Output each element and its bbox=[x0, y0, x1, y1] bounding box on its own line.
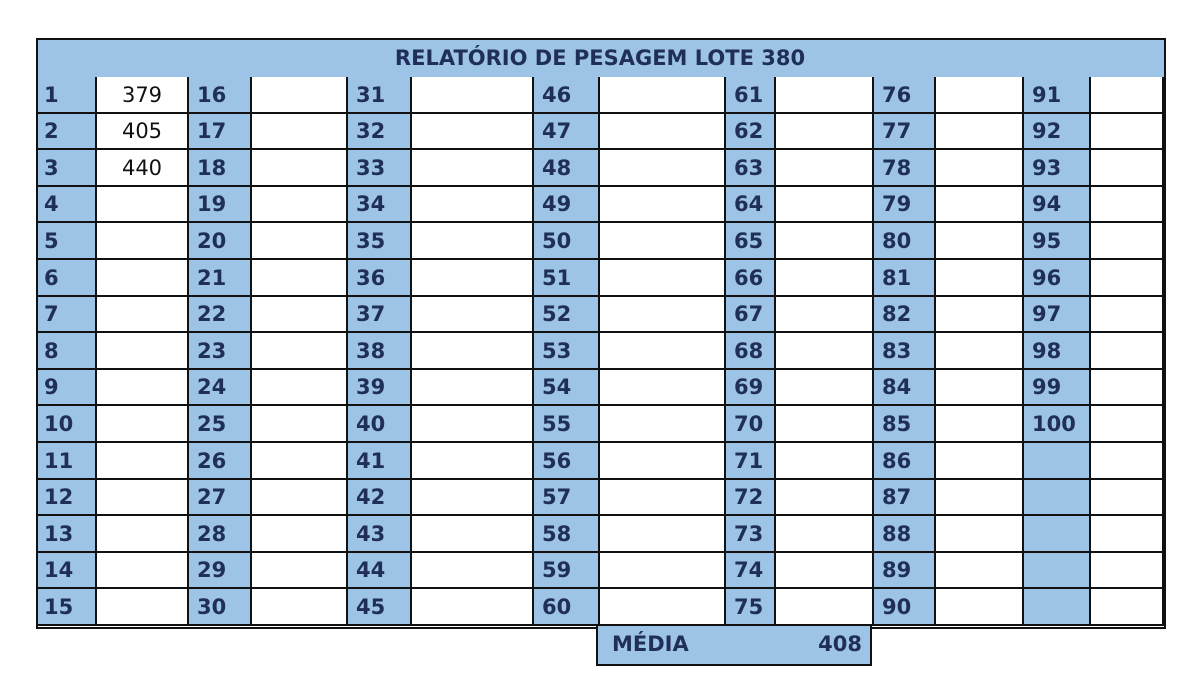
weight-value bbox=[252, 77, 348, 114]
empty-cell bbox=[1024, 553, 1091, 589]
weight-value bbox=[252, 516, 348, 553]
weight-value bbox=[600, 516, 726, 553]
item-number: 99 bbox=[1024, 370, 1091, 406]
item-number: 89 bbox=[874, 553, 936, 589]
item-number: 29 bbox=[189, 553, 252, 589]
item-number: 78 bbox=[874, 150, 936, 187]
weight-value bbox=[600, 187, 726, 223]
weight-value bbox=[252, 223, 348, 260]
weight-value bbox=[776, 150, 874, 187]
item-number: 88 bbox=[874, 516, 936, 553]
item-number: 53 bbox=[534, 333, 600, 370]
item-number: 38 bbox=[348, 333, 412, 370]
weight-value bbox=[776, 370, 874, 406]
weight-value bbox=[97, 516, 189, 553]
average-row bbox=[596, 626, 872, 666]
item-number: 12 bbox=[36, 480, 97, 516]
weight-value bbox=[412, 297, 534, 333]
weight-value bbox=[600, 443, 726, 480]
item-number: 46 bbox=[534, 77, 600, 114]
weight-value bbox=[600, 114, 726, 150]
weight-value bbox=[97, 260, 189, 297]
empty-cell bbox=[1091, 443, 1164, 480]
weight-value bbox=[776, 516, 874, 553]
empty-cell bbox=[1091, 589, 1164, 626]
weight-value bbox=[776, 406, 874, 443]
item-number: 25 bbox=[189, 406, 252, 443]
item-number: 37 bbox=[348, 297, 412, 333]
weight-value bbox=[776, 553, 874, 589]
weight-value bbox=[1091, 406, 1164, 443]
item-number: 15 bbox=[36, 589, 97, 626]
item-number: 56 bbox=[534, 443, 600, 480]
weight-value bbox=[412, 516, 534, 553]
weight-value bbox=[1091, 150, 1164, 187]
item-number: 69 bbox=[726, 370, 776, 406]
weight-value bbox=[97, 406, 189, 443]
weight-value bbox=[412, 480, 534, 516]
item-number: 90 bbox=[874, 589, 936, 626]
item-number: 81 bbox=[874, 260, 936, 297]
weight-value: 440 bbox=[97, 150, 189, 187]
item-number: 20 bbox=[189, 223, 252, 260]
weight-value bbox=[600, 77, 726, 114]
item-number: 92 bbox=[1024, 114, 1091, 150]
weight-value bbox=[1091, 114, 1164, 150]
weight-value bbox=[936, 480, 1024, 516]
item-number: 85 bbox=[874, 406, 936, 443]
weight-value bbox=[776, 77, 874, 114]
item-number: 39 bbox=[348, 370, 412, 406]
item-number: 4 bbox=[36, 187, 97, 223]
weight-value bbox=[97, 370, 189, 406]
empty-cell bbox=[1091, 553, 1164, 589]
weight-value bbox=[97, 223, 189, 260]
item-number: 100 bbox=[1024, 406, 1091, 443]
weight-value bbox=[252, 370, 348, 406]
weight-value: 379 bbox=[97, 77, 189, 114]
weight-value bbox=[600, 589, 726, 626]
weight-value bbox=[776, 333, 874, 370]
item-number: 68 bbox=[726, 333, 776, 370]
weight-value bbox=[412, 114, 534, 150]
item-number: 19 bbox=[189, 187, 252, 223]
weight-value bbox=[412, 150, 534, 187]
item-number: 16 bbox=[189, 77, 252, 114]
weight-value bbox=[412, 77, 534, 114]
weight-value bbox=[252, 406, 348, 443]
item-number: 83 bbox=[874, 333, 936, 370]
item-number: 1 bbox=[36, 77, 97, 114]
item-number: 76 bbox=[874, 77, 936, 114]
weight-value bbox=[1091, 223, 1164, 260]
weight-value bbox=[97, 480, 189, 516]
empty-cell bbox=[1024, 480, 1091, 516]
weight-value bbox=[252, 150, 348, 187]
item-number: 86 bbox=[874, 443, 936, 480]
item-number: 35 bbox=[348, 223, 412, 260]
empty-cell bbox=[1024, 516, 1091, 553]
weight-value bbox=[936, 406, 1024, 443]
weight-value bbox=[412, 187, 534, 223]
item-number: 57 bbox=[534, 480, 600, 516]
weight-value bbox=[936, 77, 1024, 114]
item-number: 30 bbox=[189, 589, 252, 626]
weight-value bbox=[776, 114, 874, 150]
weighing-report-table bbox=[36, 38, 1164, 627]
item-number: 71 bbox=[726, 443, 776, 480]
weight-value bbox=[412, 333, 534, 370]
item-number: 2 bbox=[36, 114, 97, 150]
item-number: 49 bbox=[534, 187, 600, 223]
item-number: 47 bbox=[534, 114, 600, 150]
item-number: 22 bbox=[189, 297, 252, 333]
item-number: 58 bbox=[534, 516, 600, 553]
item-number: 64 bbox=[726, 187, 776, 223]
weight-value bbox=[776, 443, 874, 480]
empty-cell bbox=[1024, 589, 1091, 626]
empty-cell bbox=[1024, 443, 1091, 480]
item-number: 59 bbox=[534, 553, 600, 589]
item-number: 95 bbox=[1024, 223, 1091, 260]
item-number: 36 bbox=[348, 260, 412, 297]
weight-value bbox=[252, 114, 348, 150]
item-number: 87 bbox=[874, 480, 936, 516]
item-number: 21 bbox=[189, 260, 252, 297]
weight-value bbox=[97, 553, 189, 589]
item-number: 18 bbox=[189, 150, 252, 187]
item-number: 84 bbox=[874, 370, 936, 406]
item-number: 26 bbox=[189, 443, 252, 480]
weight-value bbox=[936, 223, 1024, 260]
weight-value bbox=[600, 150, 726, 187]
empty-cell bbox=[1091, 516, 1164, 553]
weight-value bbox=[936, 516, 1024, 553]
weight-value bbox=[252, 553, 348, 589]
weight-value bbox=[412, 260, 534, 297]
weight-value bbox=[252, 187, 348, 223]
item-number: 74 bbox=[726, 553, 776, 589]
item-number: 96 bbox=[1024, 260, 1091, 297]
weight-value bbox=[412, 589, 534, 626]
weight-value bbox=[1091, 370, 1164, 406]
weight-value bbox=[936, 150, 1024, 187]
weight-value bbox=[97, 589, 189, 626]
item-number: 61 bbox=[726, 77, 776, 114]
item-number: 73 bbox=[726, 516, 776, 553]
weight-value bbox=[936, 553, 1024, 589]
item-number: 40 bbox=[348, 406, 412, 443]
weight-value bbox=[412, 443, 534, 480]
item-number: 13 bbox=[36, 516, 97, 553]
weight-value: 405 bbox=[97, 114, 189, 150]
weight-value bbox=[252, 333, 348, 370]
weight-value bbox=[776, 297, 874, 333]
weight-value bbox=[776, 589, 874, 626]
weight-value bbox=[600, 553, 726, 589]
weight-value bbox=[252, 260, 348, 297]
item-number: 23 bbox=[189, 333, 252, 370]
item-number: 24 bbox=[189, 370, 252, 406]
average-label: MÉDIA bbox=[612, 632, 689, 656]
weight-value bbox=[936, 370, 1024, 406]
weight-value bbox=[252, 297, 348, 333]
item-number: 9 bbox=[36, 370, 97, 406]
item-number: 5 bbox=[36, 223, 97, 260]
weight-value bbox=[97, 443, 189, 480]
item-number: 3 bbox=[36, 150, 97, 187]
weight-value bbox=[412, 406, 534, 443]
item-number: 97 bbox=[1024, 297, 1091, 333]
item-number: 63 bbox=[726, 150, 776, 187]
item-number: 51 bbox=[534, 260, 600, 297]
item-number: 75 bbox=[726, 589, 776, 626]
weight-value bbox=[600, 370, 726, 406]
item-number: 94 bbox=[1024, 187, 1091, 223]
weight-value bbox=[412, 553, 534, 589]
weight-value bbox=[936, 187, 1024, 223]
item-number: 32 bbox=[348, 114, 412, 150]
item-number: 33 bbox=[348, 150, 412, 187]
weight-value bbox=[600, 480, 726, 516]
item-number: 77 bbox=[874, 114, 936, 150]
item-number: 7 bbox=[36, 297, 97, 333]
weight-value bbox=[600, 223, 726, 260]
weight-value bbox=[936, 443, 1024, 480]
item-number: 72 bbox=[726, 480, 776, 516]
item-number: 91 bbox=[1024, 77, 1091, 114]
weight-value bbox=[936, 589, 1024, 626]
weight-value bbox=[1091, 187, 1164, 223]
item-number: 66 bbox=[726, 260, 776, 297]
item-number: 52 bbox=[534, 297, 600, 333]
item-number: 62 bbox=[726, 114, 776, 150]
item-number: 28 bbox=[189, 516, 252, 553]
item-number: 48 bbox=[534, 150, 600, 187]
weight-value bbox=[1091, 333, 1164, 370]
weight-value bbox=[412, 370, 534, 406]
weight-value bbox=[936, 114, 1024, 150]
weight-value bbox=[1091, 297, 1164, 333]
weight-value bbox=[776, 480, 874, 516]
item-number: 54 bbox=[534, 370, 600, 406]
weight-value bbox=[776, 187, 874, 223]
item-number: 50 bbox=[534, 223, 600, 260]
item-number: 34 bbox=[348, 187, 412, 223]
weight-value bbox=[97, 187, 189, 223]
weight-value bbox=[600, 260, 726, 297]
weight-value bbox=[936, 333, 1024, 370]
item-number: 17 bbox=[189, 114, 252, 150]
weight-value bbox=[776, 260, 874, 297]
weight-value bbox=[600, 297, 726, 333]
item-number: 67 bbox=[726, 297, 776, 333]
item-number: 55 bbox=[534, 406, 600, 443]
weight-value bbox=[412, 223, 534, 260]
weight-value bbox=[252, 443, 348, 480]
item-number: 98 bbox=[1024, 333, 1091, 370]
item-number: 11 bbox=[36, 443, 97, 480]
item-number: 43 bbox=[348, 516, 412, 553]
weight-value bbox=[600, 406, 726, 443]
item-number: 8 bbox=[36, 333, 97, 370]
item-number: 82 bbox=[874, 297, 936, 333]
item-number: 10 bbox=[36, 406, 97, 443]
item-number: 79 bbox=[874, 187, 936, 223]
weight-value bbox=[97, 297, 189, 333]
item-number: 42 bbox=[348, 480, 412, 516]
item-number: 93 bbox=[1024, 150, 1091, 187]
weight-value bbox=[97, 333, 189, 370]
weight-value bbox=[252, 480, 348, 516]
item-number: 70 bbox=[726, 406, 776, 443]
item-number: 45 bbox=[348, 589, 412, 626]
weight-value bbox=[936, 260, 1024, 297]
item-number: 31 bbox=[348, 77, 412, 114]
item-number: 44 bbox=[348, 553, 412, 589]
item-number: 41 bbox=[348, 443, 412, 480]
empty-cell bbox=[1091, 480, 1164, 516]
item-number: 14 bbox=[36, 553, 97, 589]
item-number: 80 bbox=[874, 223, 936, 260]
report-title: RELATÓRIO DE PESAGEM LOTE 380 bbox=[36, 38, 1164, 79]
item-number: 6 bbox=[36, 260, 97, 297]
item-number: 27 bbox=[189, 480, 252, 516]
item-number: 60 bbox=[534, 589, 600, 626]
item-number: 65 bbox=[726, 223, 776, 260]
weight-value bbox=[776, 223, 874, 260]
weight-value bbox=[936, 297, 1024, 333]
weight-value bbox=[1091, 260, 1164, 297]
weight-value bbox=[600, 333, 726, 370]
weight-value bbox=[252, 589, 348, 626]
average-value: 408 bbox=[818, 632, 862, 656]
weight-value bbox=[1091, 77, 1164, 114]
